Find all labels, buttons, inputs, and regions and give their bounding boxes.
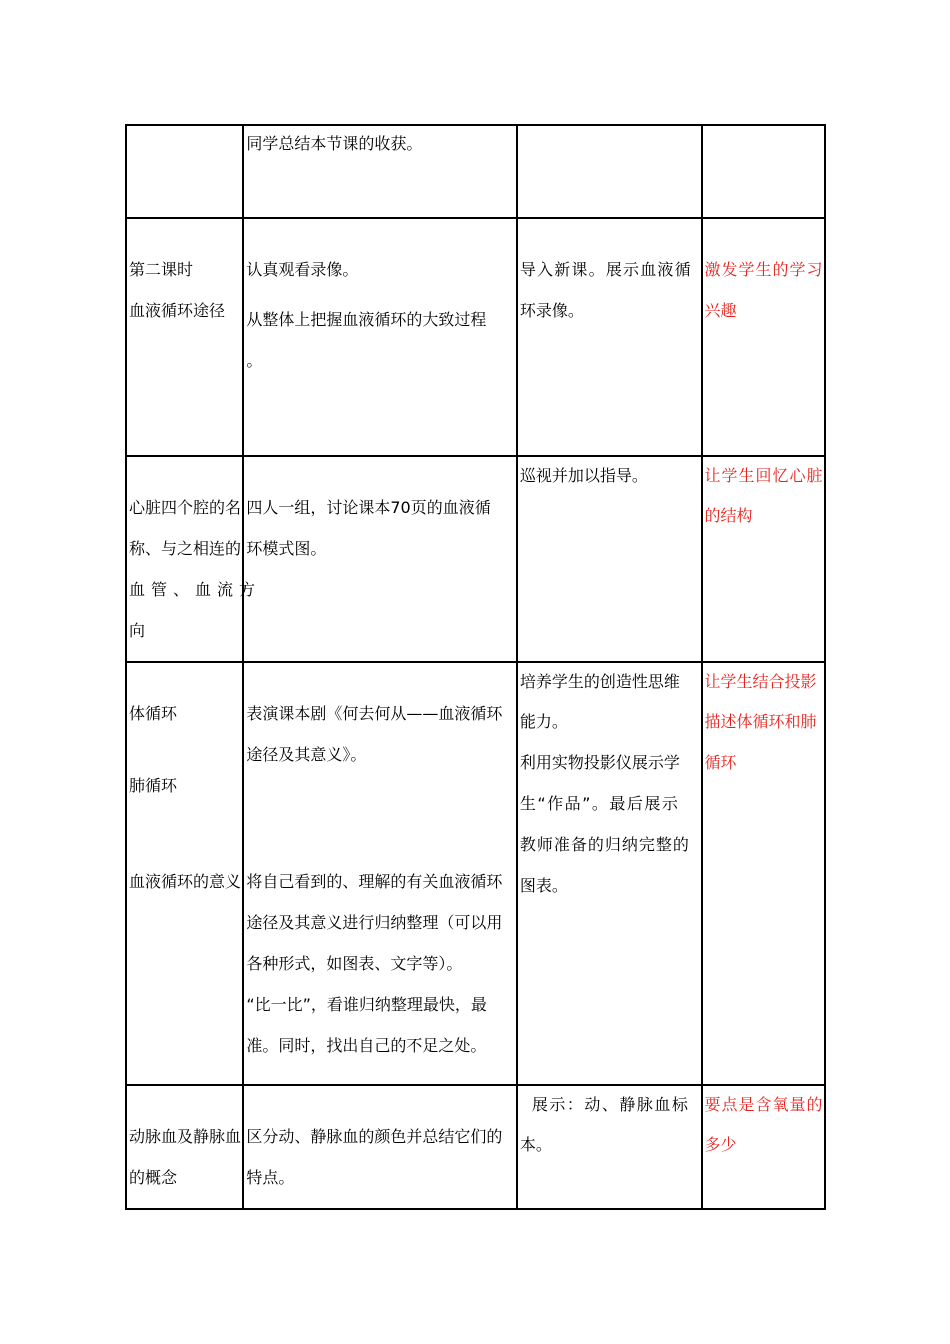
student-activity-cell: [243, 456, 516, 662]
teacher-text: 生“作品”。最后展示: [519, 794, 680, 813]
student-text: 四人一组，讨论课本70页的血液循: [246, 498, 491, 517]
stage-cell: [126, 456, 262, 662]
design-intent-cell: [702, 662, 826, 1085]
design-intent-cell: [702, 1085, 826, 1209]
intent-text: 描述体循环和肺: [704, 712, 817, 731]
intent-text: 兴趣: [704, 301, 737, 320]
student-activity-cell: [243, 662, 516, 1085]
stage-text: 动脉血及静脉血: [129, 1127, 242, 1146]
stage-text: 心脏四个腔的名: [129, 498, 242, 517]
student-text: 准。同时，找出自己的不足之处。: [246, 1036, 487, 1055]
table-row: [126, 125, 825, 218]
teacher-text: 巡视并加以指导。: [519, 466, 648, 485]
student-text: 。: [246, 351, 263, 370]
student-text: 区分动、静脉血的颜色并总结它们的: [246, 1127, 503, 1146]
design-intent-cell: [702, 218, 826, 456]
intent-text: 循环: [704, 753, 737, 772]
stage-text: 向: [129, 621, 146, 640]
stage-text: 血管、血流方: [129, 580, 262, 599]
student-activity-cell: [243, 218, 516, 456]
table-row: [126, 218, 825, 456]
intent-text: 的结构: [704, 506, 753, 525]
stage-text: 第二课时: [129, 260, 194, 279]
student-text: 途径及其意义》。: [246, 745, 367, 764]
stage-cell: [126, 125, 243, 218]
teacher-activity-cell: [517, 1085, 702, 1209]
student-text: 各种形式，如图表、文字等）。: [246, 954, 463, 973]
teacher-text: 导入新课。展示血液循: [519, 260, 692, 279]
stage-text: 肺循环: [129, 776, 178, 795]
teacher-text: 利用实物投影仪展示学: [519, 753, 680, 772]
teacher-text: 培养学生的创造性思维: [519, 672, 680, 691]
student-text: 将自己看到的、理解的有关血液循环: [246, 872, 503, 891]
student-activity-cell: [243, 1085, 516, 1209]
student-text: 特点。: [246, 1168, 295, 1187]
stage-text: 血液循环途径: [129, 301, 226, 320]
stage-text: 血液循环的意义: [129, 872, 242, 891]
stage-cell: [126, 218, 243, 456]
lesson-plan-table: [125, 124, 826, 1210]
table-row: [126, 1085, 825, 1209]
stage-cell: [126, 662, 243, 1085]
intent-text: 让学生结合投影: [704, 672, 817, 691]
design-intent-cell: [702, 125, 826, 218]
table-row: [126, 456, 825, 662]
student-text: 途径及其意义进行归纳整理（可以用: [246, 913, 503, 932]
intent-text: 激发学生的学习: [704, 260, 824, 279]
student-text: 表演课本剧《何去何从——血液循环: [246, 704, 503, 723]
student-text: 环模式图。: [246, 539, 327, 558]
stage-text: 体循环: [129, 704, 178, 723]
table-row: [126, 662, 825, 1085]
intent-text: 让学生回忆心脏: [704, 466, 824, 485]
student-activity-cell: [243, 125, 516, 218]
stage-cell: [126, 1085, 243, 1209]
teacher-activity-cell: [517, 662, 702, 1085]
teacher-text: 图表。: [519, 876, 568, 895]
intent-text: 多少: [704, 1135, 737, 1154]
student-text: “比一比”，看谁归纳整理最快，最: [246, 995, 487, 1014]
teacher-text: 教师准备的归纳完整的: [519, 835, 690, 854]
intent-text: 要点是含氧量的: [704, 1095, 824, 1114]
teacher-text: 环录像。: [519, 301, 584, 320]
design-intent-cell: [702, 456, 826, 662]
teacher-activity-cell: [517, 456, 702, 662]
stage-text: 的概念: [129, 1168, 178, 1187]
teacher-activity-cell: [517, 125, 702, 218]
teacher-text: 能力。: [519, 712, 568, 731]
stage-text: 称、与之相连的: [129, 539, 242, 558]
student-text: 认真观看录像。: [246, 260, 359, 279]
student-text: 同学总结本节课的收获。: [246, 134, 423, 153]
teacher-activity-cell: [517, 218, 702, 456]
teacher-text: 展示：动、静脉血标: [531, 1095, 690, 1114]
teacher-text: 本。: [519, 1135, 552, 1154]
student-text: 从整体上把握血液循环的大致过程: [246, 310, 487, 329]
